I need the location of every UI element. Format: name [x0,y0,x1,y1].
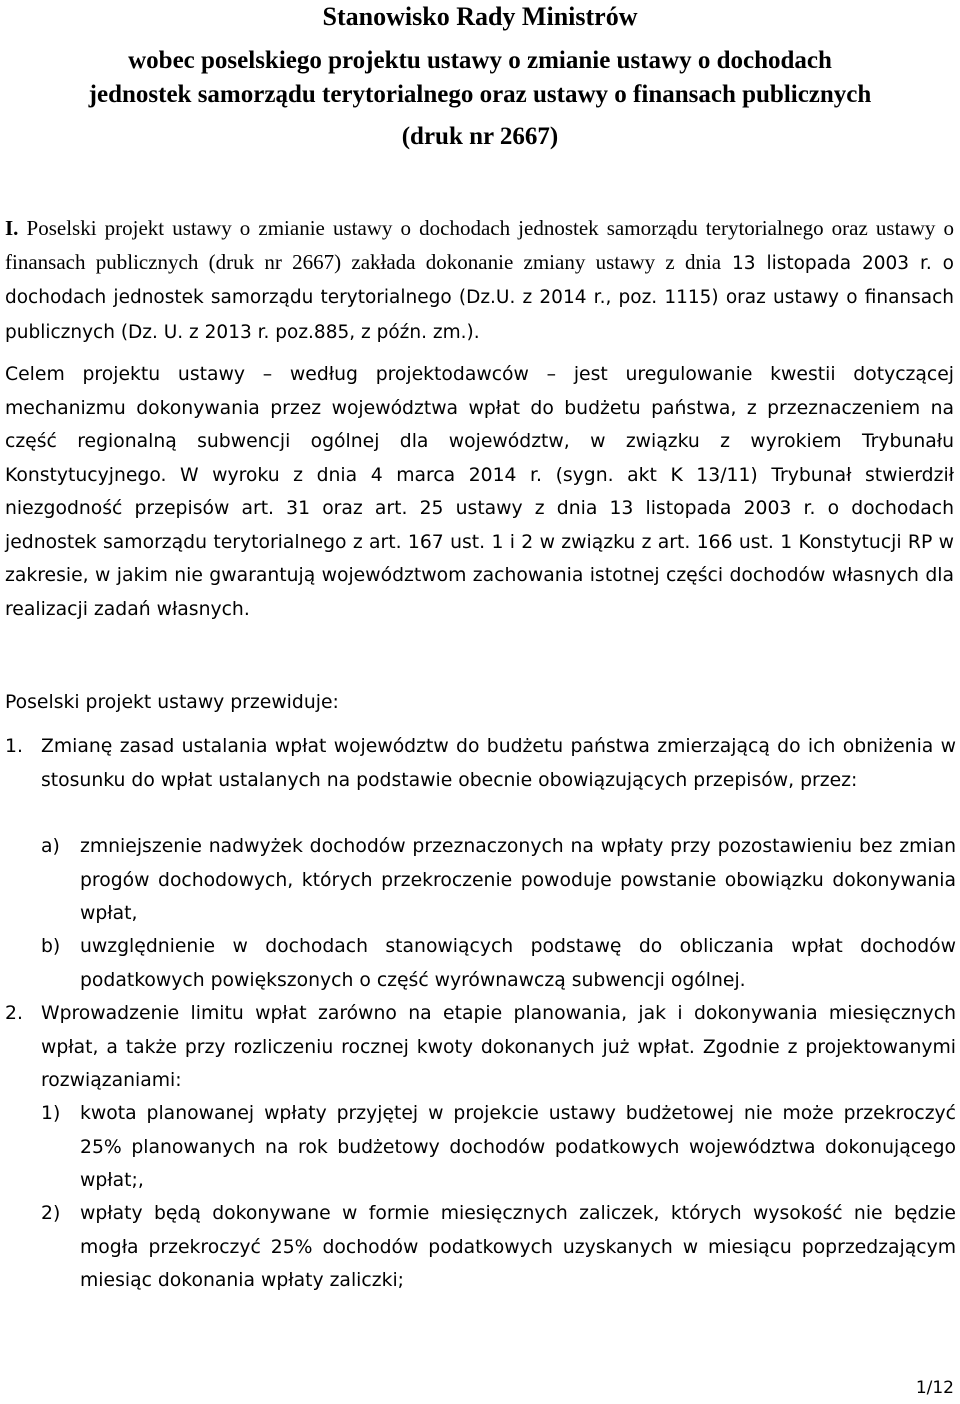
subtitle-line-1: wobec poselskiego projektu ustawy o zmianie ustawy o dochodach [128,47,832,74]
item-1b-text: uwzględnienie w dochodach stanowiących podstawę do obliczania wpłat dochodów podatkowych powiększonych o część wyrównawczą subwencji ogólnej. [80,936,956,991]
item-2-number: 2. [5,1003,23,1024]
item-1b-number: b) [41,936,61,957]
goal-paragraph: Celem projektu ustawy – według projektodawców – jest uregulowanie kwestii dotyczącej mechanizmu dokonywania przez województwa wpłat do budżetu państwa, z przeznaczeniem na część regionalną subwencji ogólnej dla województw, w związku z wyrokiem Trybunału Konstytucyjnego. W wyroku z dnia 4 marca 2014 r. (sygn. akt K 13/11) Trybunał stwierdził niezgodność przepisów art. 31 oraz art. 25 ustawy z dnia 13 listopada 2003 r. o dochodach jednostek samorządu terytorialnego z art. 167 ust. 1 i 2 w związku z art. 166 ust. 1 Konstytucji RP w zakresie, w jakim nie gwarantują województwom zachowania istotnej części dochodów własnych dla realizacji zadań własnych. [5,364,954,620]
item-2-1-text: kwota planowanej wpłaty przyjętej w projekcie ustawy budżetowej nie może przekroczyć 25% planowanych na rok budżetowy dochodów podatkowych województwa dokonującego wpłat;, [80,1103,956,1191]
item-1a-number: a) [41,836,60,857]
print-number: (druk nr 2667) [401,123,559,150]
item-2-2-number: 2) [41,1203,61,1224]
provides-heading: Poselski projekt ustawy przewiduje: [5,692,339,713]
item-2-2-text: wpłaty będą dokonywane w formie miesięcznych zaliczek, których wysokość nie będzie mogła przekroczyć 25% dochodów podatkowych uzyskanych w miesiącu poprzedzającym miesiąc dokonania wpłaty zaliczki; [80,1203,956,1291]
item-1-text: Zmianę zasad ustalania wpłat województw do budżetu państwa zmierzającą do ich obniżenia w stosunku do wpłat ustalanych na podstawie obecnie obowiązujących przepisów, przez: [41,736,956,791]
item-1-number: 1. [5,736,23,757]
item-2-1-number: 1) [41,1103,61,1124]
section-i-text-serif: Poselski projekt ustawy o zmianie ustawy o dochodach jednostek samorządu terytorialnego oraz ustawy o finansach publicznych (druk nr 2667) zakłada dokonanie zmiany ustawy z dnia [5,216,954,274]
document-subtitle [0,44,960,112]
page-number: 1/12 [915,1378,954,1398]
section-i-paragraph [5,212,954,349]
item-2-text: Wprowadzenie limitu wpłat zarówno na etapie planowania, jak i dokonywania miesięcznych wpłat, a także przy rozliczeniu rocznej kwoty dokonanych już wpłat. Zgodnie z projektowanymi rozwiązaniami: [41,1003,956,1091]
document-title: Stanowisko Rady Ministrów [322,2,638,31]
section-i-text-sans: 13 listopada 2003 r. o dochodach jednostek samorządu terytorialnego (Dz.U. z 2014 r., poz. 1115) oraz ustawy o finansach publicznych (Dz. U. z 2013 r. poz.885, z późn. zm.). [5,252,954,343]
section-i-label: I. [5,216,19,240]
subtitle-line-2: jednostek samorządu terytorialnego oraz ustawy o finansach publicznych [88,81,872,108]
item-1a-text: zmniejszenie nadwyżek dochodów przeznaczonych na wpłaty przy pozostawieniu bez zmian progów dochodowych, których przekroczenie powoduje powstanie obowiązku dokonywania wpłat, [80,836,956,924]
